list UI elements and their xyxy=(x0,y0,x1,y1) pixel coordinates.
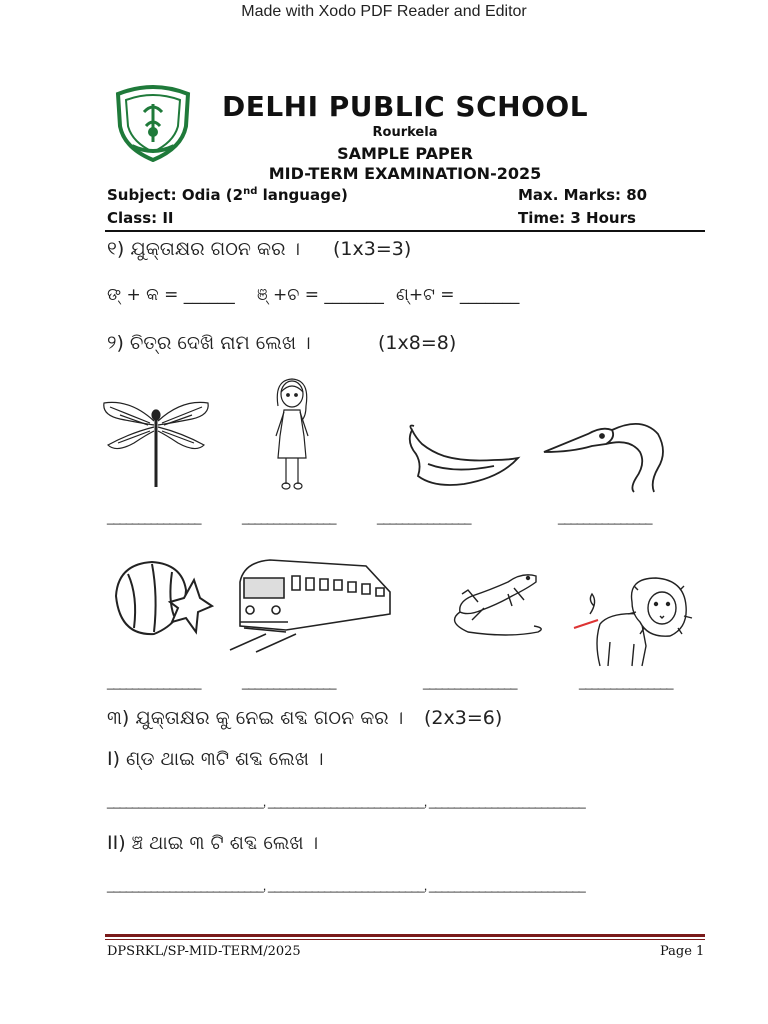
train-picture xyxy=(226,552,394,654)
q1-item-3: ଣ୍+ଟ = _______ xyxy=(396,285,520,305)
answer-blank-5: _______________ xyxy=(107,675,201,690)
exam-name: MID-TERM EXAMINATION-2025 xyxy=(268,164,542,183)
girl-picture xyxy=(270,376,314,492)
time-label: Time: 3 Hours xyxy=(518,209,636,227)
school-city: Rourkela xyxy=(372,125,438,140)
watermark: Made with Xodo PDF Reader and Editor xyxy=(241,3,527,20)
dragonfly-picture xyxy=(100,395,212,490)
school-logo xyxy=(112,82,194,162)
crane-bird-picture xyxy=(542,408,668,494)
footer-rule xyxy=(105,934,705,937)
q3-sub1: I) ଣ୍ଡ ଥାଇ ୩ଟି ଶବ୍ଦ ଲେଖ । xyxy=(107,748,324,770)
lion-picture xyxy=(570,572,700,670)
class-label: Class: II xyxy=(107,209,174,227)
school-name: DELHI PUBLIC SCHOOL xyxy=(221,90,589,123)
q3-title: ୩) ଯୁକ୍ତାକ୍ଷର କୁ ନେଇ ଶବ୍ଦ ଗଠନ କର । xyxy=(107,707,404,729)
q3-sub2-answer-line: _________________________, _________________________, _________________________ xyxy=(107,878,585,893)
answer-blank-7: _______________ xyxy=(423,675,517,690)
answer-blank-8: _______________ xyxy=(579,675,673,690)
answer-blank-2: _______________ xyxy=(242,510,336,525)
header-rule xyxy=(105,230,705,232)
q2-marks: (1x8=8) xyxy=(378,332,457,354)
answer-blank-6: _______________ xyxy=(242,675,336,690)
q1-marks: (1x3=3) xyxy=(333,238,412,260)
answer-blank-4: _______________ xyxy=(558,510,652,525)
q1-item-1: ଙ୍ + କ = ______ xyxy=(107,285,235,305)
paper-type: SAMPLE PAPER xyxy=(337,144,473,163)
q3-sub1-answer-line: _________________________, _________________________, _________________________ xyxy=(107,794,585,809)
star-fruit-picture xyxy=(108,556,214,644)
q3-sub2: II) ଞ୍ଚ ଥାଇ ୩ ଟି ଶବ୍ଦ ଲେଖ । xyxy=(107,832,319,854)
q2-title: ୨) ଚିତ୍ର ଦେଖି ନାମ ଲେଖ । xyxy=(107,332,311,354)
footer-rule-thin xyxy=(105,939,705,940)
answer-blank-1: _______________ xyxy=(107,510,201,525)
footer-code: DPSRKL/SP-MID-TERM/2025 xyxy=(107,944,301,959)
max-marks: Max. Marks: 80 xyxy=(518,186,648,204)
q3-marks: (2x3=6) xyxy=(424,707,503,729)
subject-label: Subject: Odia (2nd language) xyxy=(107,186,348,204)
q1-title: ୧) ଯୁକ୍ତାକ୍ଷର ଗଠନ କର । xyxy=(107,238,301,260)
answer-blank-3: _______________ xyxy=(377,510,471,525)
q1-item-2: ଞ୍ +ଚ = _______ xyxy=(257,285,384,305)
chilli-picture xyxy=(404,424,522,490)
lizard-picture xyxy=(438,566,546,646)
page-number: Page 1 xyxy=(660,944,705,959)
